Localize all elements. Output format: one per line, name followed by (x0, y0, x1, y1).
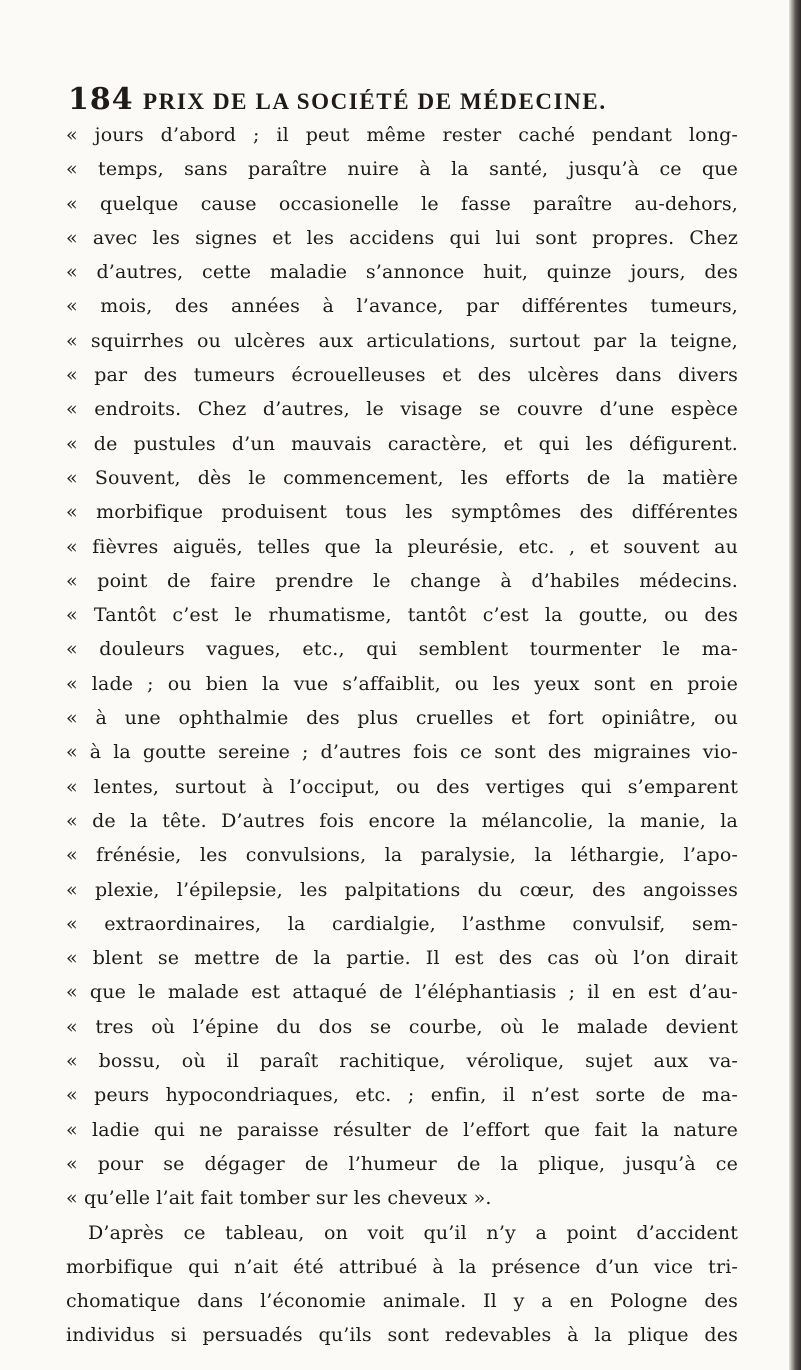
page-number: 184 (68, 82, 134, 117)
running-head: PRIX DE LA SOCIÉTÉ DE MÉDECINE. (143, 89, 607, 114)
text-line: « frénésie, les convulsions, la paralysie, la léthargie, l’apo- (66, 844, 738, 867)
text-line: « douleurs vagues, etc., qui semblent tourmenter le ma- (66, 638, 738, 661)
text-line: « de pustules d’un mauvais caractère, et qui les défigurent. (66, 432, 738, 455)
text-line: « mois, des années à l’avance, par différentes tumeurs, (66, 295, 738, 318)
text-line: D’après ce tableau, on voit qu’il n’y a point d’accident (88, 1221, 738, 1244)
text-line: « temps, sans paraître nuire à la santé, jusqu’à ce que (66, 158, 738, 181)
text-line: « lentes, surtout à l’occiput, ou des vertiges qui s’emparent (66, 775, 738, 798)
text-line: individus si persuadés qu’ils sont redevables à la plique des (66, 1324, 738, 1347)
text-line: « à la goutte sereine ; d’autres fois ce sont des migraines vio- (66, 741, 738, 764)
text-line: « extraordinaires, la cardialgie, l’asthme convulsif, sem- (66, 912, 738, 935)
text-line: « lade ; ou bien la vue s’affaiblit, ou les yeux sont en proie (66, 672, 738, 695)
text-line: « peurs hypocondriaques, etc. ; enfin, il n’est sorte de ma- (66, 1084, 738, 1107)
page-header (68, 82, 718, 116)
text-line: « squirrhes ou ulcères aux articulations, surtout par la teigne, (66, 329, 738, 352)
text-line: « point de faire prendre le change à d’habiles médecins. (66, 569, 738, 592)
text-line: « d’autres, cette maladie s’annonce huit, quinze jours, des (66, 261, 738, 284)
text-line: « avec les signes et les accidens qui lui sont propres. Chez (66, 226, 738, 249)
text-line: chomatique dans l’économie animale. Il y a en Pologne des (66, 1290, 738, 1313)
text-line: « pour se dégager de l’humeur de la plique, jusqu’à ce (66, 1152, 738, 1175)
text-line: « blent se mettre de la partie. Il est des cas où l’on dirait (66, 947, 738, 970)
text-line: « tres où l’épine du dos se courbe, où le malade devient (66, 1015, 738, 1038)
body-text (66, 118, 738, 1353)
text-line: « par des tumeurs écrouelleuses et des ulcères dans divers (66, 364, 738, 387)
text-line: « que le malade est attaqué de l’éléphantiasis ; il en est d’au- (66, 981, 738, 1004)
text-line: « à une ophthalmie des plus cruelles et fort opiniâtre, ou (66, 707, 738, 730)
text-line: « Souvent, dès le commencement, les efforts de la matière (66, 466, 738, 489)
text-line: « jours d’abord ; il peut même rester caché pendant long- (66, 124, 738, 146)
text-line: « quelque cause occasionelle le fasse paraître au-dehors, (66, 192, 738, 215)
text-line: « de la tête. D’autres fois encore la mélancolie, la manie, la (66, 809, 738, 832)
text-line: « fièvres aiguës, telles que la pleurésie, etc. , et souvent au (66, 535, 738, 558)
text-line: « ladie qui ne paraisse résulter de l’effort que fait la nature (66, 1118, 738, 1141)
text-line: « endroits. Chez d’autres, le visage se couvre d’une espèce (66, 398, 738, 421)
text-line: « plexie, l’épilepsie, les palpitations du cœur, des angoisses (66, 878, 738, 901)
text-line: morbifique qui n’ait été attribué à la présence d’un vice tri- (66, 1255, 738, 1278)
book-spine-edge (789, 0, 801, 1370)
text-line: « morbifique produisent tous les symptômes des différentes (66, 501, 738, 524)
text-line: « Tantôt c’est le rhumatisme, tantôt c’est la goutte, ou des (66, 604, 738, 627)
text-line: « qu’elle l’ait fait tomber sur les cheveux ». (66, 1187, 492, 1210)
text-line: « bossu, où il paraît rachitique, vérolique, sujet aux va- (66, 1050, 738, 1073)
